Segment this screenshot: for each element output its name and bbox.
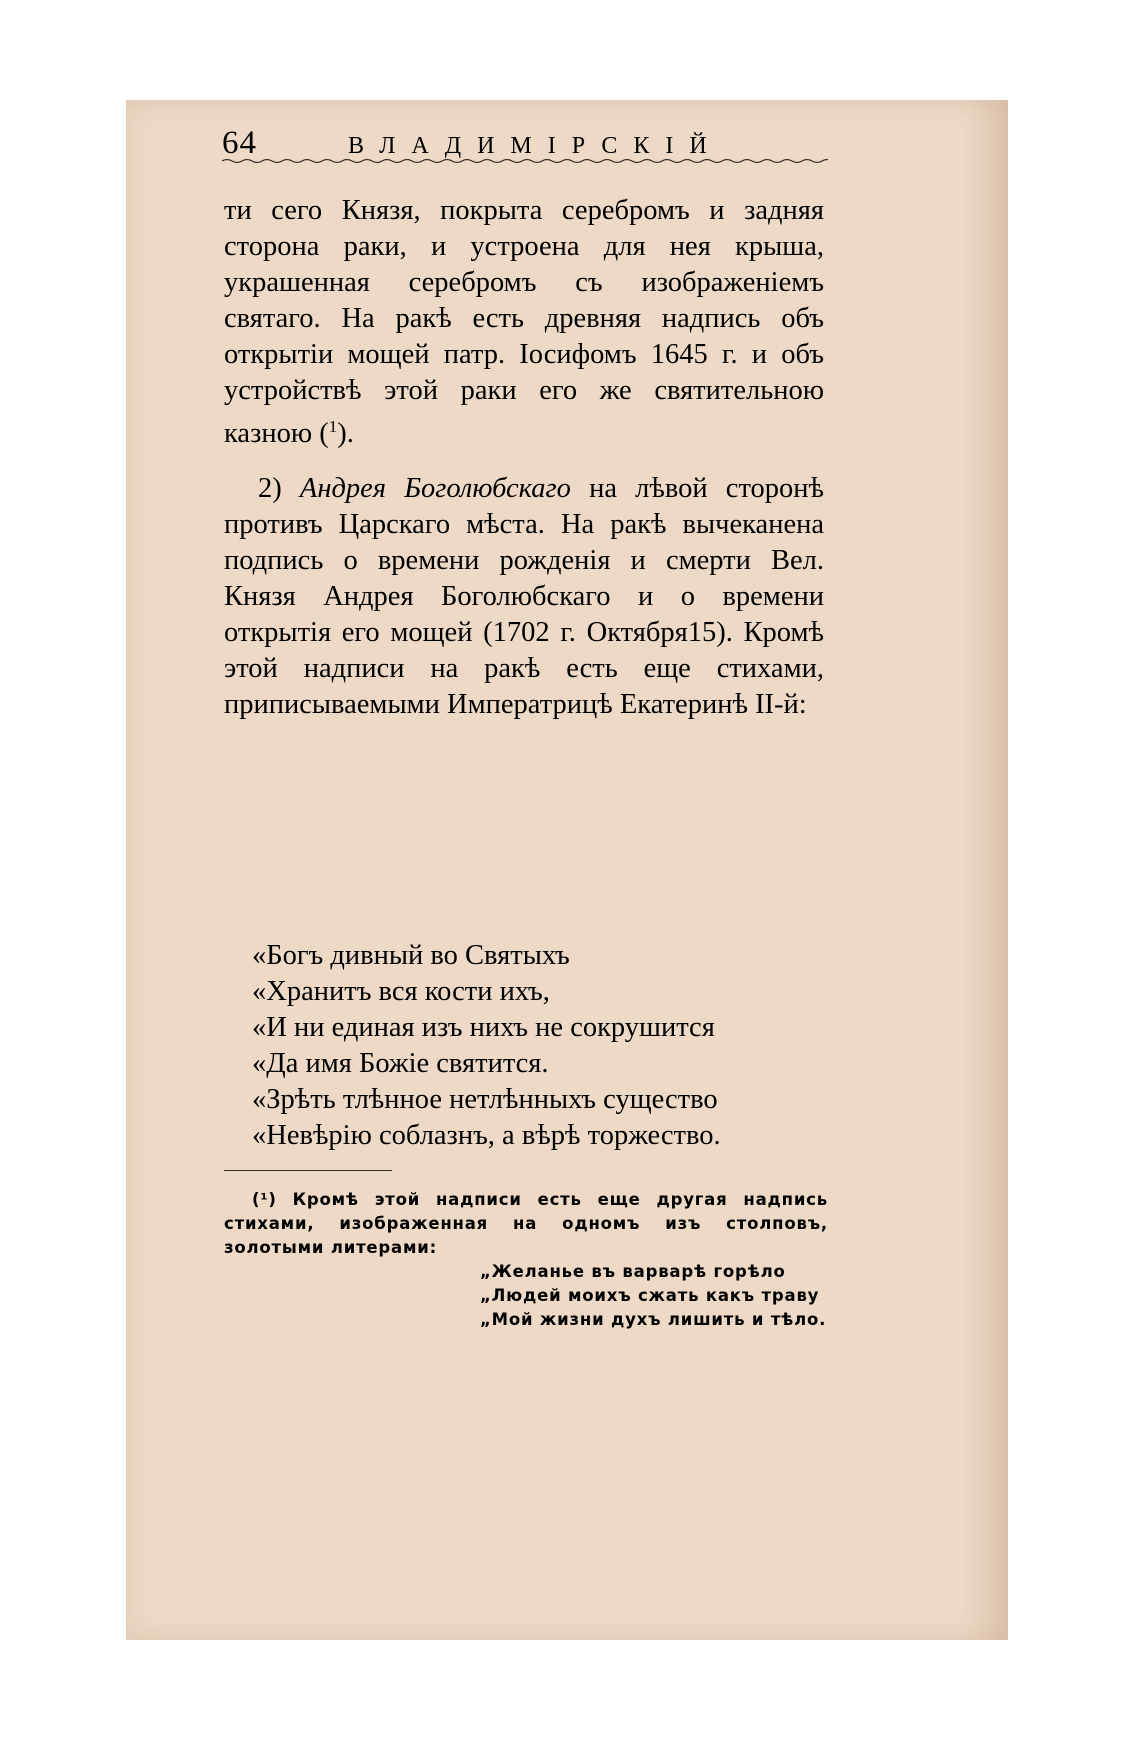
verse-line: «Богъ дивный во Святыхъ [252,940,570,971]
verse-block [252,938,827,1154]
footnote-rule [224,1170,392,1171]
verse-line: «И ни единая изъ нихъ не сокрушится [252,1012,715,1043]
verse-line: «Хранитъ вся кости ихъ, [252,976,550,1007]
verse-line: «Зрѣть тлѣнное нетлѣнныхъ существо [252,1084,718,1115]
footnote-ref-open: ( [312,418,329,449]
footnote-marker: (¹) [252,1190,277,1209]
footnote-ref-close: ). [337,418,354,449]
paragraph-1 [224,193,824,452]
running-title: ВЛАДИМІРСКІЙ [348,133,723,159]
footnote-verse-line: „Людей моихъ сжать какъ траву [480,1286,820,1305]
item-number: 2) [258,473,300,504]
page-number: 64 [222,125,257,161]
footnote-verse-line: „Желанье въ варварѣ горѣло [480,1262,786,1281]
footnote-verse-line: „Мой жизни духъ лишить и тѣло. [480,1310,827,1329]
footnote [224,1188,828,1332]
wavy-header-rule [222,157,828,165]
verse-line: «Невѣрію соблазнъ, а вѣрѣ торжество. [252,1120,721,1151]
saint-name: Андрея Боголюбскаго [299,473,571,504]
paragraph-1-text: ти сего Князя, покрыта серебромъ и задняя сторона раки, и устроена для нея крыша, украшенная серебромъ съ изображеніемъ святаго. На ракѣ есть древняя надпись объ открытіи мощей патр. Іосифомъ 1645 г. и объ устройствѣ этой раки его же святительною казною [224,195,824,449]
footnote-ref-number: 1 [328,417,338,436]
footnote-body: Кромѣ этой надписи есть еще другая надпись стихами, изображенная на одномъ изъ столповъ, золотыми литерами: [224,1190,828,1257]
paragraph-2 [224,471,824,723]
page-shadow [960,100,1008,1640]
main-text [224,193,824,723]
paragraph-2-text: на лѣвой сторонѣ противъ Царскаго мѣста. На ракѣ вычеканена подпись о времени рожденія и смерти Вел. Князя Андрея Боголюбскаго и о времени открытія его мощей (1702 г. Октября15). Кромѣ этой надписи на ракѣ есть еще стихами, приписываемыми Императрицѣ Екатеринѣ II-й: [224,473,824,720]
verse-line: «Да имя Божіе святится. [252,1048,549,1079]
footnote-text [224,1188,828,1260]
